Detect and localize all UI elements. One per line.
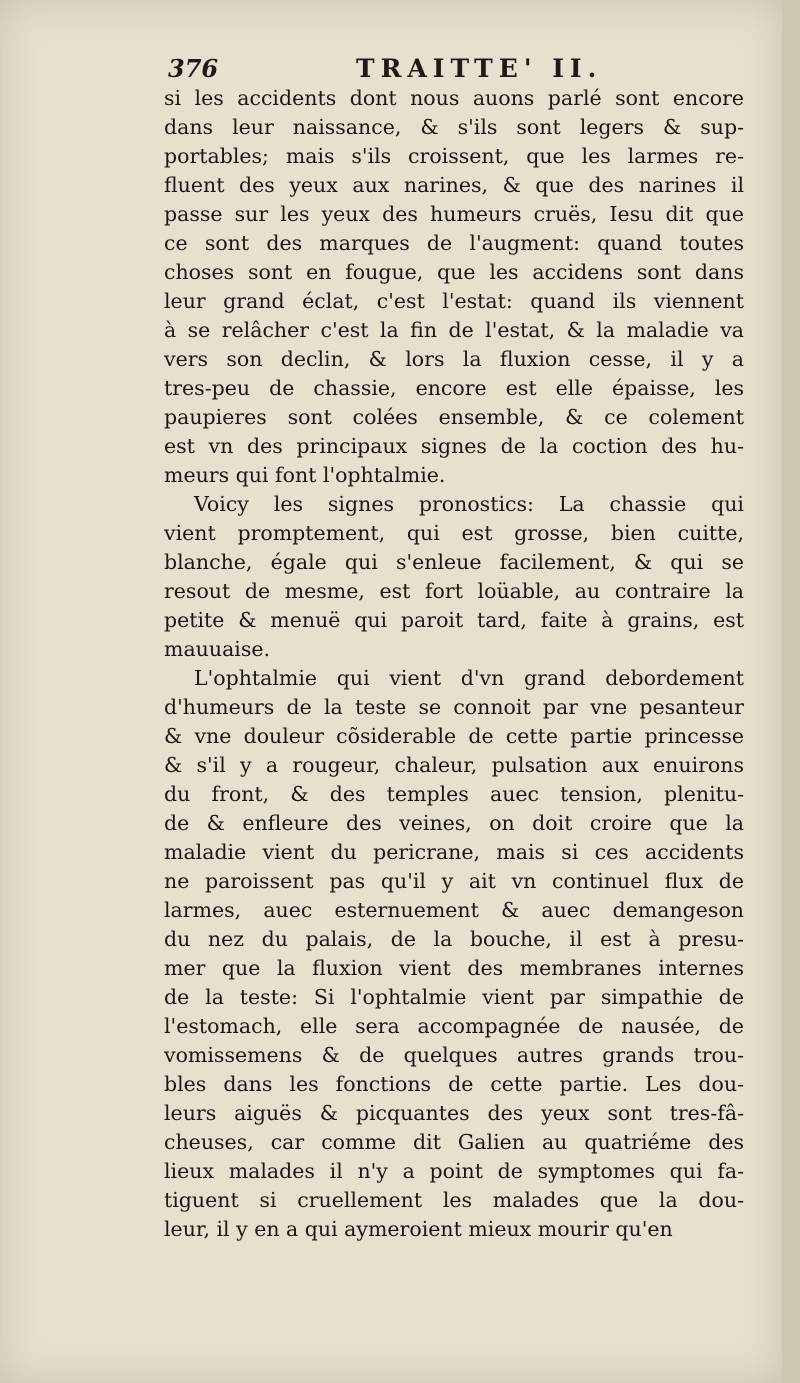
text-line: l'estomach, elle sera accompagnée de nausée, de — [164, 1014, 744, 1038]
text-line: L'ophtalmie qui vient d'vn grand debordement — [194, 666, 744, 690]
page-number: 376 — [168, 54, 219, 83]
page-edge — [782, 0, 800, 1383]
text-line: vers son declin, & lors la fluxion cesse, il y a — [164, 347, 744, 371]
text-line: du nez du palais, de la bouche, il est à presu- — [164, 927, 744, 951]
text-line: petite & menuë qui paroit tard, faite à grains, est — [164, 608, 744, 632]
running-head — [168, 54, 738, 88]
text-line: tres-peu de chassie, encore est elle épaisse, les — [164, 376, 744, 400]
text-line: paupieres sont colées ensemble, & ce colement — [164, 405, 744, 429]
text-line: passe sur les yeux des humeurs cruës, Iesu dit que — [164, 202, 744, 226]
text-line: leur, il y en a qui aymeroient mieux mourir qu'en — [164, 1217, 673, 1241]
text-line: fluent des yeux aux narines, & que des narines il — [164, 173, 744, 197]
text-line: du front, & des temples auec tension, plenitu- — [164, 782, 744, 806]
text-line: dans leur naissance, & s'ils sont legers & sup- — [164, 115, 744, 139]
text-line: de la teste: Si l'ophtalmie vient par simpathie de — [164, 985, 744, 1009]
text-line: Voicy les signes pronostics: La chassie qui — [194, 492, 744, 516]
text-line: & s'il y a rougeur, chaleur, pulsation aux enuirons — [164, 753, 744, 777]
text-line: de & enfleure des veines, on doit croire que la — [164, 811, 744, 835]
text-line: bles dans les fonctions de cette partie. Les dou- — [164, 1072, 744, 1096]
text-line: tiguent si cruellement les malades que la dou- — [164, 1188, 744, 1212]
text-line: vient promptement, qui est grosse, bien cuitte, — [164, 521, 744, 545]
text-line: leur grand éclat, c'est l'estat: quand ils viennent — [164, 289, 744, 313]
text-line: mer que la fluxion vient des membranes internes — [164, 956, 744, 980]
text-line: est vn des principaux signes de la coction des hu- — [164, 434, 744, 458]
text-line: à se relâcher c'est la fin de l'estat, & la maladie va — [164, 318, 744, 342]
text-line: ce sont des marques de l'augment: quand toutes — [164, 231, 744, 255]
text-line: mauuaise. — [164, 637, 271, 661]
text-line: vomissemens & de quelques autres grands trou- — [164, 1043, 744, 1067]
text-line: cheuses, car comme dit Galien au quatriéme des — [164, 1130, 744, 1154]
text-line: ne paroissent pas qu'il y ait vn continuel flux de — [164, 869, 744, 893]
running-head-title: TRAITTE' II. — [356, 54, 603, 83]
text-line: & vne douleur cõsiderable de cette partie princesse — [164, 724, 744, 748]
text-line: portables; mais s'ils croissent, que les larmes re- — [164, 144, 744, 168]
text-line: larmes, auec esternuement & auec demangeson — [164, 898, 744, 922]
text-line: blanche, égale qui s'enleue facilement, & qui se — [164, 550, 744, 574]
body-text — [164, 84, 744, 1244]
text-line: d'humeurs de la teste se connoit par vne pesanteur — [164, 695, 744, 719]
text-line: si les accidents dont nous auons parlé sont encore — [164, 86, 744, 110]
text-line: meurs qui font l'ophtalmie. — [164, 463, 446, 487]
text-line: leurs aiguës & picquantes des yeux sont tres-fâ- — [164, 1101, 744, 1125]
text-line: resout de mesme, est fort loüable, au contraire la — [164, 579, 744, 603]
text-line: lieux malades il n'y a point de symptomes qui fa- — [164, 1159, 744, 1183]
text-line: choses sont en fougue, que les accidens sont dans — [164, 260, 744, 284]
text-line: maladie vient du pericrane, mais si ces accidents — [164, 840, 744, 864]
